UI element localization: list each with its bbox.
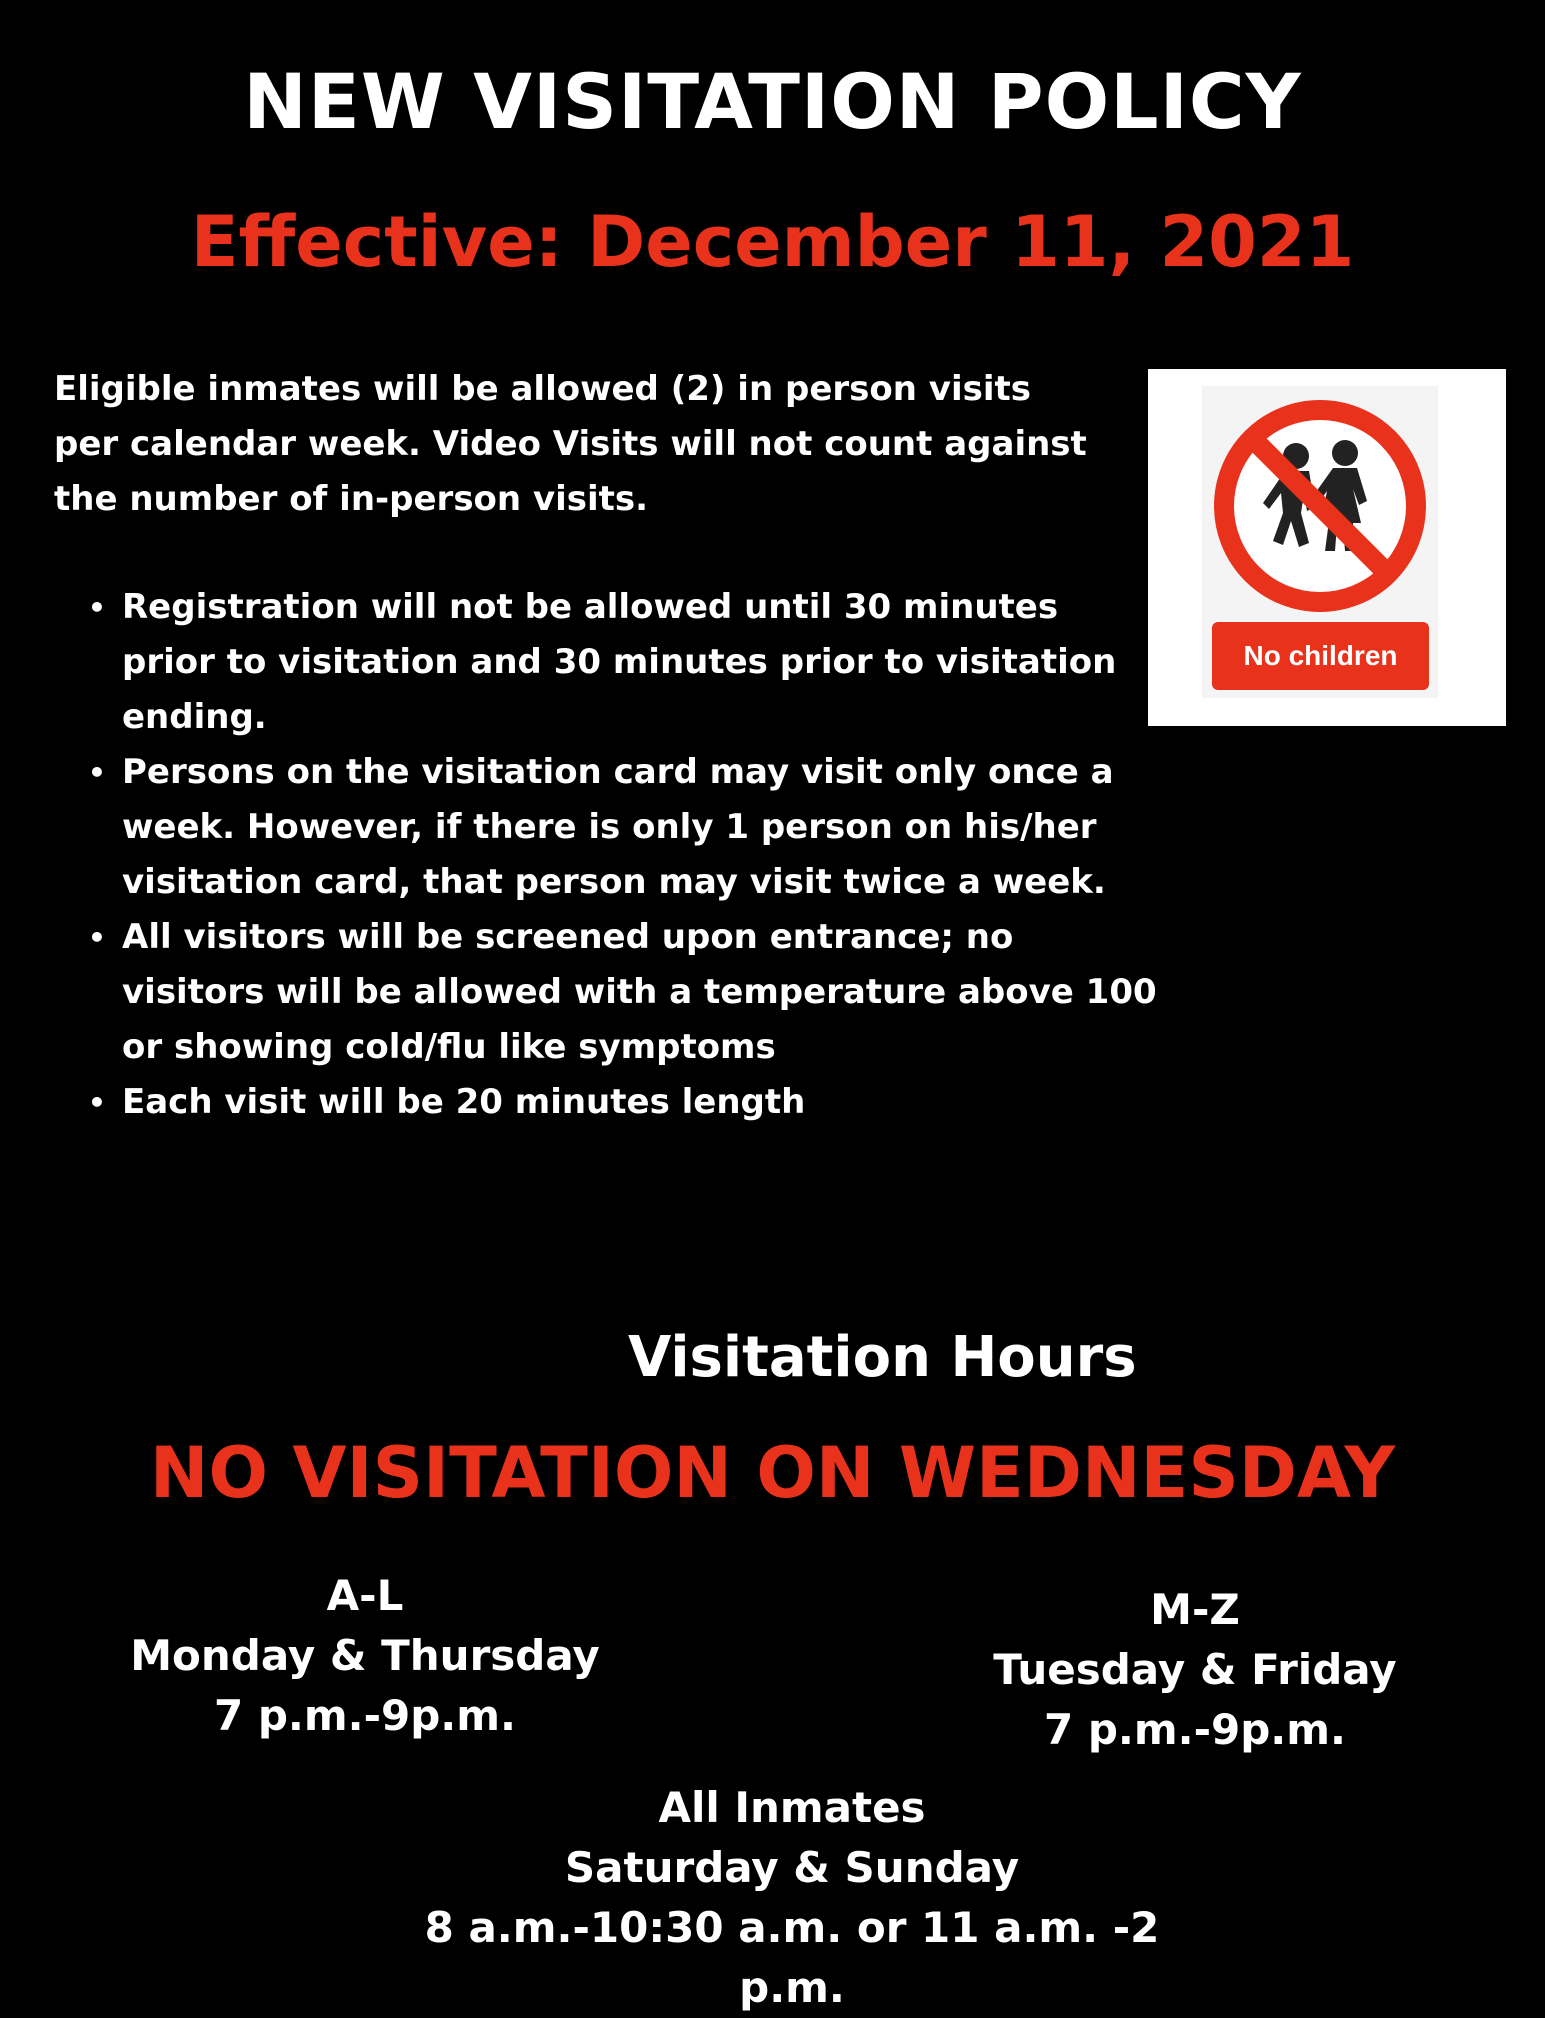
list-item (88, 580, 1162, 745)
bullet: • (88, 591, 106, 624)
rule-text: Persons on the visitation card may visit only once a week. However, if there is only 1 person on his/her visitation card, that person may visit twice a week. (122, 752, 1114, 902)
schedule-group: All Inmates (658, 1783, 926, 1832)
rule-text: Registration will not be allowed until 30 minutes prior to visitation and 30 minutes prior to visitation ending. (122, 587, 1117, 737)
schedule-time: 7 p.m.-9p.m. (1044, 1705, 1346, 1754)
sign-label: No children (1243, 640, 1398, 671)
bullet: • (88, 1086, 106, 1119)
list-item (88, 745, 1162, 910)
schedule-days: Saturday & Sunday (564, 1843, 1020, 1892)
schedule-days: Monday & Thursday (130, 1631, 600, 1680)
no-children-icon (1209, 395, 1431, 617)
schedule-all-inmates (372, 1778, 1212, 2018)
schedule-time: 8 a.m.-10:30 a.m. or 11 a.m. -2 p.m. (424, 1903, 1160, 2012)
hours-heading: Visitation Hours (628, 1325, 1137, 1390)
intro-paragraph: Eligible inmates will be allowed (2) in person visits per calendar week. Video Visits will not count against the number of in-person visits. (54, 369, 1087, 519)
bullet: • (88, 921, 106, 954)
rule-text: All visitors will be screened upon entrance; no visitors will be allowed with a temperature above 100 or showing cold/flu like symptoms (122, 917, 1157, 1067)
no-wednesday-notice: NO VISITATION ON WEDNESDAY (149, 1432, 1396, 1514)
schedule-a-l (90, 1566, 640, 1746)
schedule-time: 7 p.m.-9p.m. (214, 1691, 516, 1740)
effective-date: Effective: December 11, 2021 (190, 201, 1355, 283)
page-title: NEW VISITATION POLICY (243, 57, 1302, 146)
list-item (88, 1075, 1162, 1130)
schedule-group: M-Z (1150, 1585, 1240, 1634)
rule-text: Each visit will be 20 minutes length (122, 1082, 806, 1122)
rules-list (80, 580, 1162, 1130)
bullet: • (88, 756, 106, 789)
schedule-m-z (955, 1580, 1435, 1760)
list-item (88, 910, 1162, 1075)
schedule-group: A-L (326, 1571, 404, 1620)
schedule-days: Tuesday & Friday (993, 1645, 1397, 1694)
